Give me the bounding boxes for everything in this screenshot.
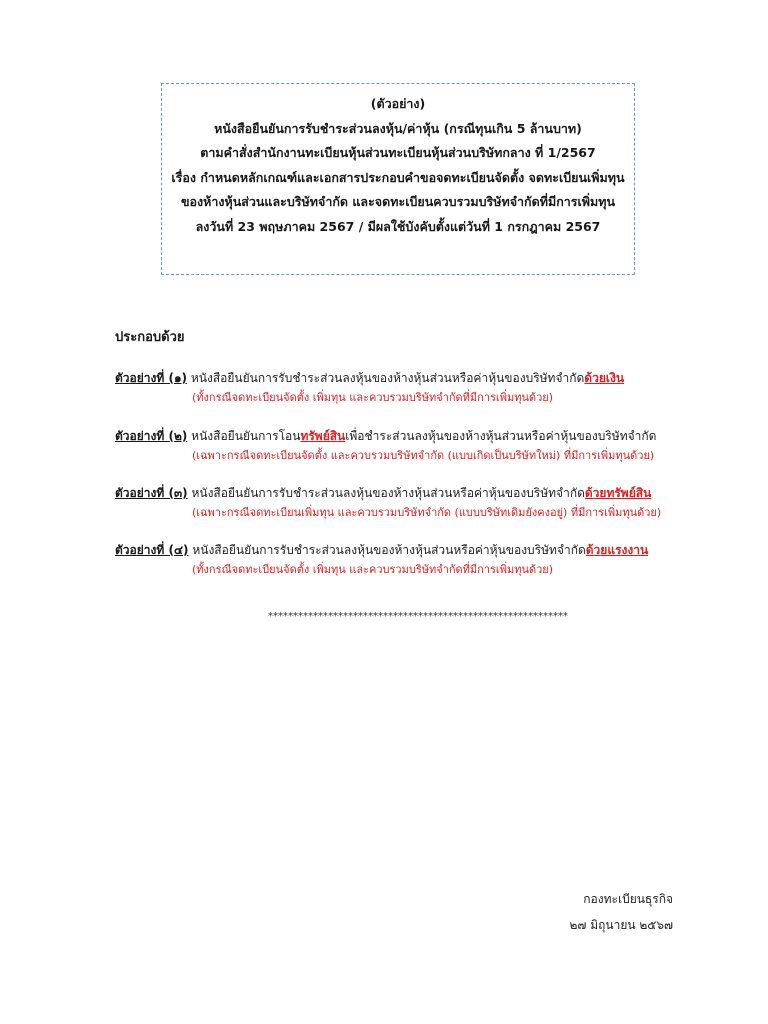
example-note: (ทั้งกรณีจดทะเบียนจัดตั้ง เพิ่มทุน และควบรวมบริษัทจำกัดที่มีการเพิ่มทุนด้วย): [192, 391, 554, 404]
example-item-2: [115, 426, 675, 466]
header-line-order: ตามคำสั่งสำนักงานทะเบียนหุ้นส่วนทะเบียนหุ้นส่วนบริษัทกลาง ที่ 1/2567: [200, 145, 596, 160]
example-note: (เฉพาะกรณีจดทะเบียนเพิ่มทุน และควบรวมบริษัทจำกัด (แบบบริษัทเดิมยังคงอยู่) ที่มีการเพิ่มทุนด้วย): [192, 506, 662, 519]
example-label: ตัวอย่างที่ (๒): [115, 429, 188, 443]
example-text: หนังสือยืนยันการโอน: [187, 429, 301, 443]
signature-department: กองทะเบียนธุรกิจ: [583, 892, 673, 906]
example-note: (เฉพาะกรณีจดทะเบียนจัดตั้ง และควบรวมบริษัทจำกัด (แบบเกิดเป็นบริษัทใหม่) ที่มีการเพิ่มทุนด้วย): [192, 449, 655, 462]
signature-date: ๒๗ มิถุนายน ๒๕๖๗: [569, 918, 673, 932]
example-label: ตัวอย่างที่ (๓): [115, 486, 188, 500]
example-highlight: ด้วยแรงงาน: [585, 543, 649, 557]
example-highlight: ด้วยเงิน: [584, 371, 625, 385]
header-line-date: ลงวันที่ 23 พฤษภาคม 2567 / มีผลใช้บังคับตั้งแต่วันที่ 1 กรกฎาคม 2567: [195, 218, 601, 234]
example-label: ตัวอย่างที่ (๑): [115, 371, 188, 385]
signature-block: [569, 886, 673, 938]
example-text-after: เพื่อชำระส่วนลงหุ้นของห้างหุ้นส่วนหรือค่าหุ้นของบริษัทจำกัด: [345, 429, 657, 443]
example-text: หนังสือยืนยันการรับชำระส่วนลงหุ้นของห้างหุ้นส่วนหรือค่าหุ้นของบริษัทจำกัด: [187, 371, 585, 385]
header-line-subject: เรื่อง กำหนดหลักเกณฑ์และเอกสารประกอบคำขอจดทะเบียนจัดตั้ง จดทะเบียนเพิ่มทุน: [171, 169, 625, 185]
example-item-4: [115, 540, 675, 580]
separator-line: ************************************************************: [268, 611, 568, 622]
example-text: หนังสือยืนยันการรับชำระส่วนลงหุ้นของห้างหุ้นส่วนหรือค่าหุ้นของบริษัทจำกัด: [188, 543, 586, 557]
document-header-box: [161, 83, 635, 275]
example-text: หนังสือยืนยันการรับชำระส่วนลงหุ้นของห้างหุ้นส่วนหรือค่าหุ้นของบริษัทจำกัด: [187, 486, 585, 500]
example-highlight: ด้วยทรัพย์สิน: [584, 486, 652, 500]
example-highlight: ทรัพย์สิน: [300, 429, 346, 443]
example-item-3: [115, 483, 675, 523]
header-line-example: (ตัวอย่าง): [370, 96, 426, 111]
example-note: (ทั้งกรณีจดทะเบียนจัดตั้ง เพิ่มทุน และควบรวมบริษัทจำกัดที่มีการเพิ่มทุนด้วย): [192, 563, 554, 576]
example-label: ตัวอย่างที่ (๔): [115, 543, 189, 557]
section-heading: ประกอบด้วย: [115, 330, 185, 345]
header-line-subject-cont: ของห้างหุ้นส่วนและบริษัทจำกัด และจดทะเบียนควบรวมบริษัทจำกัดที่มีการเพิ่มทุน: [180, 194, 616, 209]
header-line-title: หนังสือยืนยันการรับชำระส่วนลงหุ้น/ค่าหุ้น (กรณีทุนเกิน 5 ล้านบาท): [214, 120, 582, 136]
example-item-1: [115, 368, 675, 408]
